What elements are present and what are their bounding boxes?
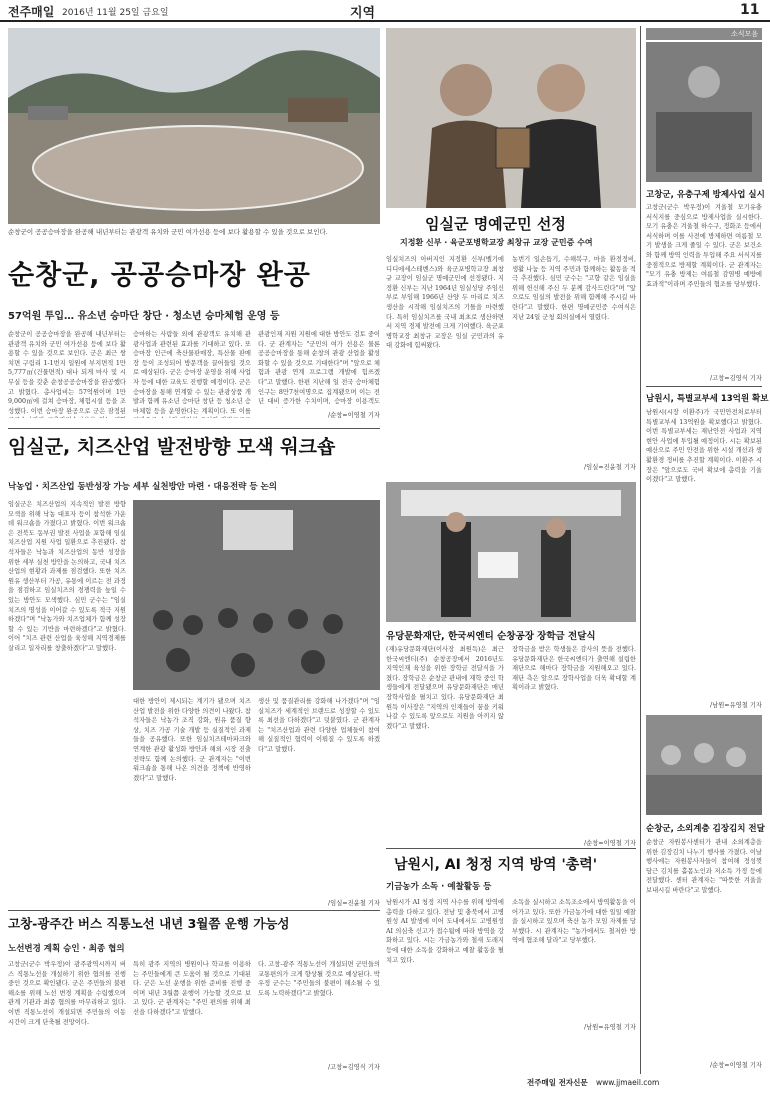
- art4-col2: 장학금을 받은 학생들은 감사의 뜻을 전했다. 유당문화재단은 한국씨엔티가 출연해 설립한 재단으로 해마다 장학금을 지원해오고 있다. 재단 측은 앞으로 장학사업을 더욱 확대할 계획이라고 밝혔다.: [512, 646, 636, 692]
- art1-col2: 승마하는 사람들 외에 관광객도 유치해 관광사업과 관련된 효과를 기대하고 있다. 또 승마장 인근에 축산물판매장, 특산물 판매장 등이 조성되어 방문객을 끌어들일 것으로 예상된다. 군은 승마장 운영을 위해 사업자 등에 대한 교육도 진행할 예정이다. 군은 승마장을 통해 연계할 수 있는 관광상품 개발과 함께 유소년 승마단 창단 등 청소년 승마체험 등을 운영한다는 계획이다. 또 이를: [133, 331, 251, 415]
- headline-4: 유당문화재단, 한국씨엔티 순창공장 장학금 전달식: [386, 631, 596, 642]
- two-men-illustration: [386, 28, 636, 208]
- horse-arena-photo: [8, 28, 380, 224]
- headline-5: 고창-광주간 버스 직통노선 내년 3월쯤 운행 가능성: [8, 916, 290, 931]
- pest-control-photo: [646, 42, 762, 182]
- art5-byline: /고창=김영식 기자: [328, 1064, 380, 1071]
- honorary-citizen-photo: [386, 28, 636, 208]
- right-title-1: 고창군, 유충구제 방제사업 실시: [646, 190, 765, 200]
- art3-col1: 임실군은 치즈산업의 지속적인 발전 방향 모색을 위해 낙농 대표자 등이 참석한 가운데 워크숍을 가졌다고 밝혔다. 이번 워크숍은 전북도 동부권 발전 사업을 포함해 임실치즈산업 지원 사업 일환으로 추진됐다. 참석자들은 낙농과 치즈산업의 동반 성장을 위한 세부 실천 방안을 논의하고, 국내 치즈산업의 현황과 과제를 점검했다. 또한 치즈원유 생산부터 가공, 유통에 이르는 전 과정을 점검하고 임실치즈의 경쟁력을 높일 수 있는 방안도 모색했다. 심민 군수는 "임실치즈의 명성을 이어갈 수 있도록 적극 지원하겠다"며 "낙농가와 치즈업체가 함께 성장할 수 있는 기반을 마련하겠다"고 밝혔다. 이어 "치즈 관련 산업을 육성해 지역경제를 살리고 일자리를 창출하겠다"고 말했다.: [8, 501, 126, 652]
- right-byline-3: /순창=이영철 기자: [710, 1062, 762, 1069]
- issue-date: 2016년 11월 25일 금요일: [62, 8, 169, 18]
- right-body-2: 남원시(시장 이환주)가 국민안전처로부터 특별교부세 13억원을 확보했다고 밝혔다. 이번 특별교부세는 재난안전 사업과 지역현안 사업에 투입될 예정이다. 시는 확보된 예산으로 주민 안전을 위한 시설 개선과 생활환경 정비를 추진할 계획이다. 이환주 시장은 "앞으로도 국비 확보에 총력을 기울이겠다"고 말했다.: [646, 409, 762, 484]
- art5-col3: 다. 고창-광주 직통노선이 개설되면 군민들의 교통편의가 크게 향상될 것으로 예상된다. 박우정 군수는 "주민들의 불편이 해소될 수 있도록 노력하겠다"고 밝혔다.: [258, 961, 380, 997]
- headline-1: 순창군, 공공승마장 완공: [8, 260, 311, 291]
- right-title-2: 남원시, 특별교부세 13억원 확보: [646, 394, 769, 404]
- art3-col2: 대한 방안이 제시되는 계기가 됐으며 치즈산업 발전을 위한 다양한 의견이 나왔다. 참석자들은 낙농가 조직 강화, 원유 품질 향상, 치즈 가공 기술 개발 등 실질적인 과제들을 공유했다. 또한 임실치즈테마파크와 연계한 관광 활성화 방안과 해외 시장 진출 전략도 함께 논의했다. 군 관계자는 "이번 워크숍을 통해 나온 의견을 정책에 반영하겠다"고 말했다.: [133, 698, 251, 782]
- art2-byline: /임실=진윤철 기자: [584, 464, 636, 471]
- footer: [527, 1077, 659, 1088]
- headline-6: 남원시, AI 청정 지역 방역 '총력': [394, 857, 598, 873]
- photo-caption: 순창군이 공공승마장을 완공해 내년부터는 관광객 유치와 군민 여가선용 등에 보다 활용할 수 있을 것으로 보인다.: [8, 228, 328, 236]
- page-number: 11: [740, 2, 760, 18]
- art1-col1: 순창군이 공공승마장을 완공해 내년부터는 관광객 유치와 군민 여가선용 등에 보다 활용할 수 있을 것으로 보인다. 군은 최근 쌍치면 구림리 1-1번지 일원에 부지면적 1만5,777㎡(건물면적) 대나 되게 마사 및 시무실 등을 갖춘 순창공공승마장을 완공했다고 밝혔다. 총사업비는 57억원이며 1만9,000㎡에 걸쳐 승마장, 체험시설 등을 조성했다. 이번 승마장 완공으로 군은 잠정된: [8, 331, 126, 415]
- kimchi-illustration: [646, 715, 762, 815]
- art2-col1: 임실치즈의 아버지인 지정환 신부(벨기에 디디에세스테벤스)와 육군포병학교장 최창규 교장이 임실군 명예군민에 선정됐다. 지정환 신부는 지난 1964년 임실성당 주임신부로 부임해 1966년 산양 두 마리로 치즈 생산을 시작해 임실치즈의 기틀을 마련했다. 특히 임실치즈를 국내 최초로 생산하면서 지역 경제 발전에 크게 기여했다. 육군포병학교장 최창규 교장은 임실 군민과의 유대 강화에 힘써왔다.: [386, 256, 504, 350]
- art3-col3: 생산 및 품질관리를 강화해 나가겠다"며 "임실치즈가 세계적인 브랜드로 성장할 수 있도록 최선을 다하겠다"고 덧붙였다. 군 관계자는 "치즈산업과 관련 다양한 업체들이 참여해 실질적인 협력이 이뤄질 수 있도록 하겠다"고 말했다.: [258, 698, 380, 753]
- kimchi-photo: [646, 715, 762, 815]
- banner-label: 소식모음: [730, 30, 758, 38]
- art6-col2: 소독을 실시하고 소독조소에서 방역활동을 이어가고 있다. 또한 가금농가에 대한 일일 예찰을 실시하고 있으며 축산 농가 모임 자제를 당부했다. 시 관계자는 "농가에서도 철저한 방역에 협조해 달라"고 당부했다.: [512, 899, 636, 945]
- subhead-2: 지정환 신부 · 육군포병학교장 최창규 교장 군민증 수여: [400, 238, 593, 247]
- footer-url[interactable]: www.jjmaeil.com: [595, 1078, 660, 1087]
- headline-2: 임실군 명예군민 선정: [425, 215, 566, 233]
- right-title-3: 순창군, 소외계층 김장김치 전달: [646, 824, 765, 834]
- right-body-3: 순창군 자원봉사센터가 관내 소외계층을 위한 김장김치 나누기 행사를 가졌다. 이날 행사에는 자원봉사자들이 참여해 정성껏 담근 김치를 홀몸노인과 저소득 가정 등에 전달했다. 센터 관계자는 "따뜻한 겨울을 보내시길 바란다"고 말했다.: [646, 839, 762, 894]
- art5-col1: 고창군(군수 박우정)이 광주광역시까지 버스 직통노선을 개설하기 위한 협의를 진행 중인 것으로 확인됐다. 군은 주민들의 불편 해소를 위해 노선 변경 계획을 수립했으며 관계 기관과 최종 협의를 마무리하고 있다. 이번 직통노선이 개설되면 주민들의 이동 시간이 크게 단축될 전망이다.: [8, 961, 126, 1026]
- workshop-illustration: [133, 500, 380, 690]
- art4-col1: (재)유당문화재단(이사장 최원득)은 최근 한국씨엔티(주) 순창공장에서 2016년도 지역인재 육성을 위한 장학금 전달식을 가졌다. 장학금은 순창군 관내에 재학 중인 학생들에게 전달됐으며 유당문화재단은 매년 장학사업을 펼치고 있다. 유당문화재단 최원득 이사장은 "지역의 인재들이 꿈을 키워나갈 수 있도록 앞으로도 지원을 아끼지 않겠다"고 말했다.: [386, 646, 504, 730]
- scholarship-illustration: [386, 482, 636, 622]
- art2-col2: 농번기 일손돕기, 수해복구, 마을 환경정비, 생활 나눔 등 지역 주민과 함께하는 활동을 적극 추진했다. 심민 군수는 "고향 같은 임실을 위해 헌신해 주신 두 분께 감사드린다"며 "앞으로도 임실의 발전을 위해 함께해 주시길 바란다"고 말했다. 한편 명예군민증 수여식은 지난 24일 군청 회의실에서 열렸다.: [512, 256, 636, 321]
- footer-label: 전주매일 전자신문: [527, 1078, 588, 1087]
- art5-col2: 특히 광주 지역의 병원이나 학교를 이용하는 주민들에게 큰 도움이 될 것으로 기대된다. 군은 노선 운행을 위한 준비를 진행 중이며 내년 3월쯤 운행이 가능할 것으로 보고 있다. 군 관계자는 "주민 편의를 위해 최선을 다하겠다"고 말했다.: [133, 961, 251, 1016]
- subhead-5: 노선변경 계획 승인 · 최종 협의: [8, 944, 125, 954]
- art1-byline: /순창=이영철 기자: [328, 412, 380, 419]
- art4-byline: /순창=이영철 기자: [584, 840, 636, 847]
- right-body-1: 고창군(군수 박우정)이 겨울철 모기유충 서식지를 중심으로 방제사업을 실시한다. 모기 유충은 겨울철 하수구, 정화조 등에서 서식하며 이를 사전에 방제하면 여름철 모기 발생을 크게 줄일 수 있다. 군은 보건소와 함께 방역 인력을 투입해 주요 서식지를 중점적으로 방제할 계획이다. 군 관계자는 "모기 유충 방제는 여름철 감염병 예방에 효과적"이라며 주민들의 협조를 당부했다.: [646, 204, 762, 288]
- subhead-3: 낙농업 · 치즈산업 동반성장 가능 세부 실천방안 마련 · 대응전략 등 논의: [8, 482, 277, 492]
- pest-illustration: [646, 42, 762, 182]
- right-byline-1: /고창=김영식 기자: [710, 375, 762, 382]
- art6-byline: /남원=유영철 기자: [584, 1024, 636, 1031]
- workshop-photo: [133, 500, 380, 690]
- right-banner: [646, 28, 762, 40]
- art1-col3: 관광인재 지원 지원에 대한 방안도 검토 중이다. 군 관계자는 "군민의 여가 선용은 물론 공공승마장을 통해 순창의 관광 산업을 활성화할 수 있을 것으로 기대한다"며 "앞으로 체험과 관광 연계 프로그램 개발에 힘쓰겠다"고 말했다. 한편 지난해 일 전국 승마체험 인구는 8만7천여명으로 집계됐으며 이는 전년 대비 증가한 수치이며, 승마장 이용객도: [258, 331, 380, 406]
- section-title: 지역: [350, 6, 376, 21]
- headline-3: 임실군, 치즈산업 발전방향 모색 워크숍: [8, 436, 336, 458]
- art3-byline: /임실=진윤철 기자: [328, 900, 380, 907]
- subhead-6: 기금농가 소독 · 예찰활동 등: [386, 882, 492, 892]
- scholarship-photo: [386, 482, 636, 622]
- page-header: [0, 0, 770, 22]
- right-byline-2: /남원=유영철 기자: [710, 702, 762, 709]
- paper-name: 전주매일: [8, 5, 55, 19]
- art6-col1: 남원시가 AI 청정 지역 사수를 위해 방역에 총력을 다하고 있다. 전남 및 충북에서 고병원성 AI 발생에 이어 도내에서도 고병원성 AI 의심축 신고가 접수됨에 따라 방역을 강화하고 있다. 시는 가금농가와 철새 도래지 등에 대한 소독을 강화하고 예찰 활동을 펼치고 있다.: [386, 899, 504, 964]
- arena-illustration: [8, 28, 380, 224]
- subhead-1: 57억원 투입… 유소년 승마단 창단 · 청소년 승마체험 운영 등: [8, 311, 280, 322]
